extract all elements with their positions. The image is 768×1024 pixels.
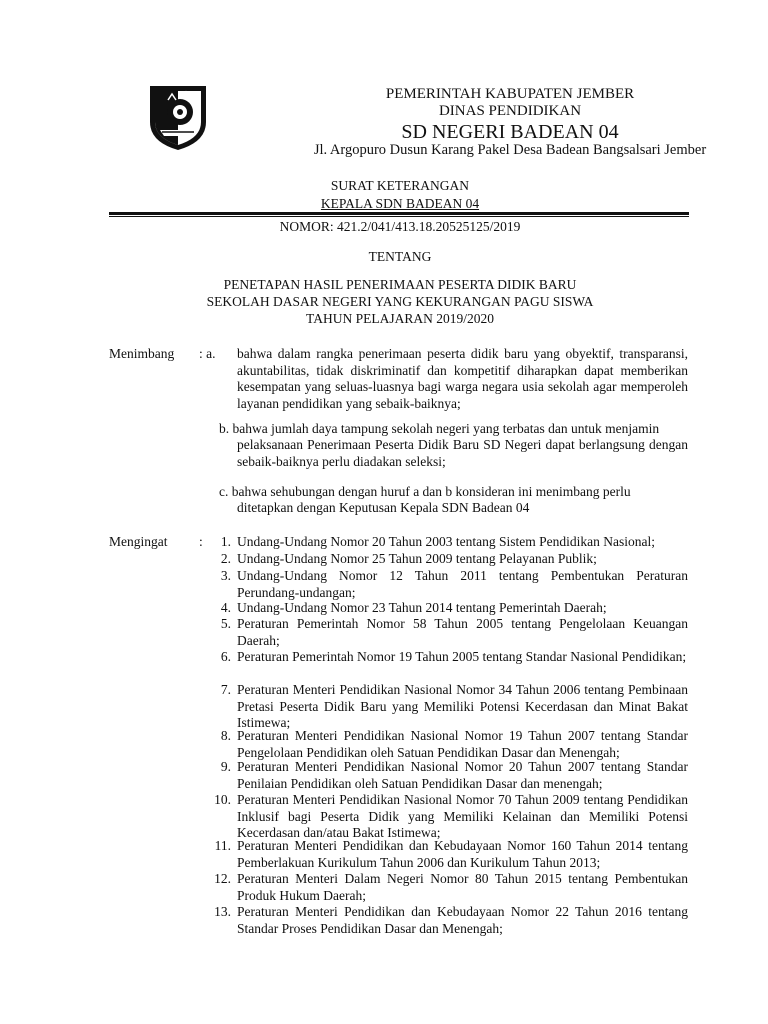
mengingat-colon: : [199,534,203,549]
school-address: Jl. Argopuro Dusun Karang Pakel Desa Badean Bangsalsari Jember [313,142,707,158]
tentang-heading: TENTANG [368,249,432,264]
list-item-number: 7. [220,682,231,697]
department-name: DINAS PENDIDIKAN [438,103,582,119]
menimbang-label: Menimbang [109,346,175,361]
school-name: SD NEGERI BADEAN 04 [401,121,619,143]
list-item-number: 13. [214,904,231,919]
list-item-number: 8. [220,728,231,743]
list-item: Peraturan Menteri Pendidikan Nasional Nomor 19 Tahun 2007 tentang Standar Pengelolaan Pendidikan oleh Satuan Pendidikan Dasar dan Menengah; [237,728,688,760]
menimbang-point-c-first: c. bahwa sehubungan dengan huruf a dan b konsideran ini menimbang perlu [219,484,631,499]
list-item-number: 3. [220,568,231,583]
list-item-number: 5. [220,616,231,631]
list-item-number: 6. [220,649,231,664]
jember-regency-crest-icon [146,82,210,152]
subject-line-1: PENETAPAN HASIL PENERIMAAN PESERTA DIDIK BARU [223,277,577,292]
list-item-number: 9. [220,759,231,774]
list-item: Undang-Undang Nomor 25 Tahun 2009 tentang Pelayanan Publik; [237,551,597,566]
list-item: Undang-Undang Nomor 12 Tahun 2011 tentang Pembentukan Peraturan Perundang-undangan; [237,568,688,600]
menimbang-point-c-rest: ditetapkan dengan Keputusan Kepala SDN Badean 04 [237,500,530,515]
list-item: Peraturan Menteri Dalam Negeri Nomor 80 Tahun 2015 tentang Pembentukan Produk Hukum Daerah; [237,871,688,903]
subject-line-3: TAHUN PELAJARAN 2019/2020 [306,311,494,326]
list-item-number: 12. [214,871,231,886]
list-item: Undang-Undang Nomor 23 Tahun 2014 tentang Pemerintah Daerah; [237,600,607,615]
menimbang-marker-a: : a. [199,346,216,361]
list-item-number: 4. [220,600,231,615]
letter-issuer: KEPALA SDN BADEAN 04 [320,196,480,211]
list-item: Peraturan Menteri Pendidikan dan Kebudayaan Nomor 160 Tahun 2014 tentang Pemberlakuan Kurikulum Tahun 2006 dan Kurikulum Tahun 2013; [237,838,688,870]
letter-title: SURAT KETERANGAN [330,178,470,193]
header-divider [109,212,689,215]
list-item: Undang-Undang Nomor 20 Tahun 2003 tentang Sistem Pendidikan Nasional; [237,534,655,549]
subject-line-2: SEKOLAH DASAR NEGERI YANG KEKURANGAN PAGU SISWA [206,294,594,309]
list-item-number: 11. [214,838,231,853]
list-item-number: 2. [220,551,231,566]
menimbang-point-a: bahwa dalam rangka penerimaan peserta didik baru yang obyektif, transparansi, akuntabilitas, tidak diskriminatif dan kompetitif diharapkan dapat memberikan kesempatan yang seluas-luasnya bagi warga negara usia sekolah agar memperoleh layanan pendidikan yang sebaik-baiknya; [237,346,688,411]
list-item-number: 10. [214,792,231,807]
list-item-number: 1. [220,534,231,549]
list-item: Peraturan Pemerintah Nomor 58 Tahun 2005 tentang Pengelolaan Keuangan Daerah; [237,616,688,648]
header-divider-thin [109,216,689,217]
government-name: PEMERINTAH KABUPATEN JEMBER [385,86,635,102]
menimbang-point-b-first: b. bahwa jumlah daya tampung sekolah negeri yang terbatas dan untuk menjamin [219,421,660,436]
list-item: Peraturan Menteri Pendidikan Nasional Nomor 20 Tahun 2007 tentang Standar Penilaian Pendidikan oleh Satuan Pendidikan Dasar dan menengah; [237,759,688,791]
list-item: Peraturan Menteri Pendidikan dan Kebudayaan Nomor 22 Tahun 2016 tentang Standar Proses Pendidikan Dasar dan Menengah; [237,904,688,936]
list-item: Peraturan Pemerintah Nomor 19 Tahun 2005 tentang Standar Nasional Pendidikan; [237,649,687,664]
menimbang-point-b-rest: pelaksanaan Penerimaan Peserta Didik Baru SD Negeri dapat berlangsung dengan sebaik-baiknya perlu diadakan seleksi; [237,437,688,469]
list-item: Peraturan Menteri Pendidikan Nasional Nomor 34 Tahun 2006 tentang Pembinaan Pretasi Peserta Didik Baru yang Memiliki Potensi Kecerdasan dan Minat Bakat Istimewa; [237,682,688,730]
letter-number: NOMOR: 421.2/041/413.18.20525125/2019 [279,219,521,234]
mengingat-label: Mengingat [109,534,168,549]
list-item: Peraturan Menteri Pendidikan Nasional Nomor 70 Tahun 2009 tentang Pendidikan Inklusif bagi Peserta Didik yang Memiliki Kelainan dan Memiliki Potensi Kecerdasan dan/atau Bakat Istimewa; [237,792,688,840]
